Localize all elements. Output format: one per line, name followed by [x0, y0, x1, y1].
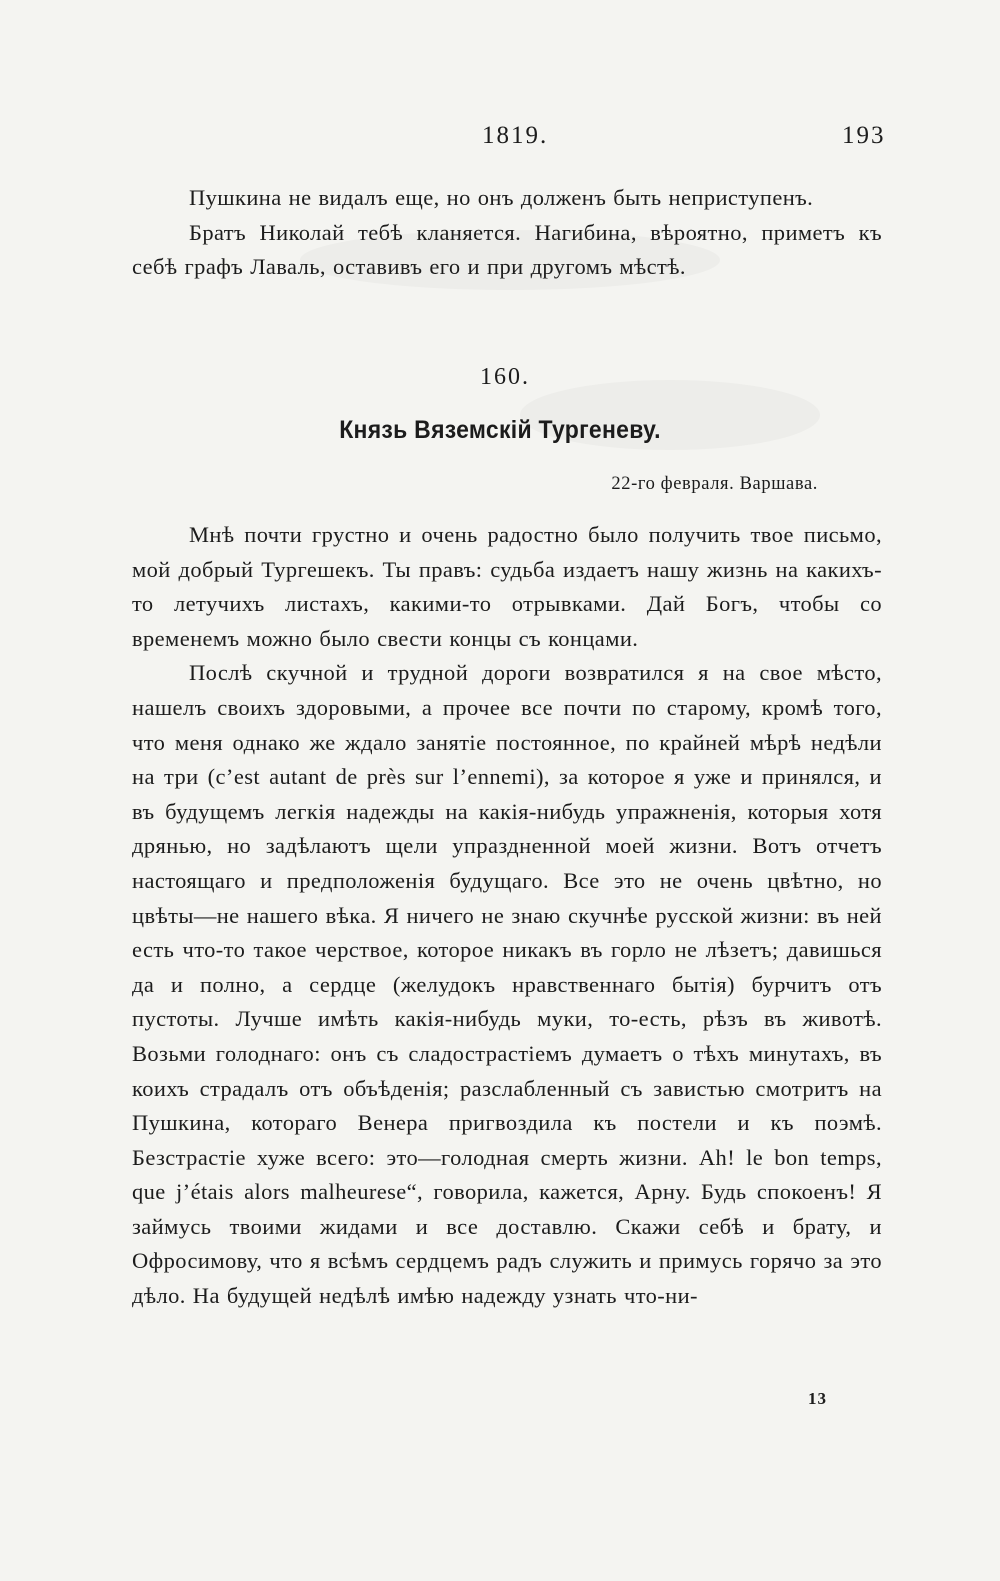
letter-title: Князь Вяземскій Тургеневу. — [339, 416, 661, 444]
header-year: 1819. — [482, 122, 549, 149]
paragraph: Послѣ скучной и трудной дороги возвратился я на свое мѣсто, нашелъ своихъ здоровыми, а прочее все почти по старому, кромѣ того, что меня однако же ждало занятіе постоянное, по крайней мѣрѣ недѣли на три (c’est autant de près sur l’ennemi), за которое я уже и принялся, и въ будущемъ легкія надежды на какія-нибудь упражненія, которыя хотя дрянью, но задѣлаютъ щели упраздненной моей жизни. Вотъ отчетъ настоящаго и предположенія будущаго. Все это не очень цвѣтно, но цвѣты—не нашего вѣка. Я ничего не знаю скучнѣе русской жизни: въ ней есть что-то такое черствое, которое никакъ въ горло не лѣзетъ; давишься да и полно, а сердце (желудокъ нравственнаго бытія) бурчитъ отъ пустоты. Лучше имѣть какія-нибудь муки, то-есть, рѣзъ въ животѣ. Возьми голоднаго: онъ съ сладострастіемъ думаетъ о тѣхъ минутахъ, въ коихъ страдалъ отъ объѣденія; разслабленный съ завистью смотритъ на Пушкина, котораго Венера пригвоздила къ постели и къ поэмѣ. Безстрастіе хуже всего: это—голодная смерть жизни. Ah! le bon temps, que j’étais alors malheurese“, говорила, кажется, Арну. Будь спокоенъ! Я займусь твоими жидами и все доставлю. Скажи себѣ и брату, и Офросимову, что я всѣмъ сердцемъ радъ служить и примусь горячо за это дѣло. На будущей недѣлѣ имѣю надежду узнать что-ни- — [132, 660, 882, 1309]
page-number: 193 — [842, 122, 886, 149]
preceding-letter-ending — [132, 181, 882, 285]
letter-body — [132, 518, 882, 1314]
paragraph: Пушкина не видалъ еще, но онъ долженъ быть неприступенъ. — [189, 185, 814, 210]
paragraph: Мнѣ почти грустно и очень радостно было получить твое письмо, мой добрый Тургешекъ. Ты правъ: судьба издаетъ нашу жизнь на какихъ-то летучихъ листахъ, какими-то отрывками. Дай Богъ, чтобы со временемъ можно было свести концы съ концами. — [132, 522, 882, 651]
letter-number: 160. — [480, 364, 530, 390]
signature-mark: 13 — [808, 1389, 827, 1408]
letter-dateline: 22-го февраля. Варшава. — [611, 474, 818, 494]
paragraph: Братъ Николай тебѣ кланяется. Нагибина, вѣроятно, приметъ къ себѣ графъ Лаваль, оставивъ его и при другомъ мѣстѣ. — [132, 219, 882, 280]
running-header — [0, 122, 1000, 162]
